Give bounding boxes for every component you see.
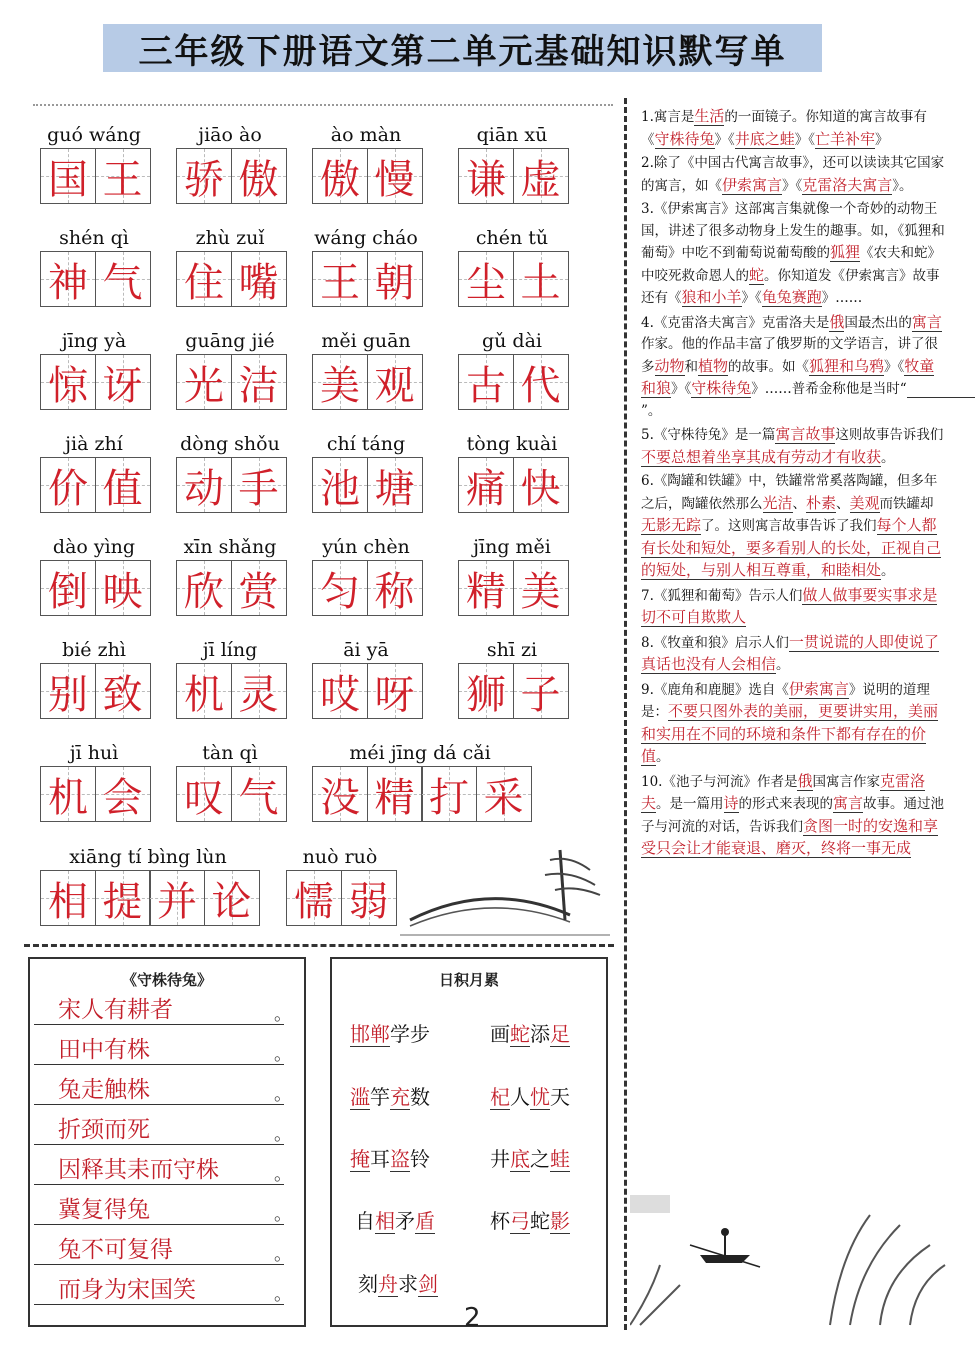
answer: 无影无踪 <box>641 516 702 534</box>
word-pinyin: chí táng <box>326 433 406 455</box>
answer: 克雷洛夫 <box>641 771 926 812</box>
char-cell: 别 <box>40 663 96 719</box>
word-boxes <box>458 148 567 204</box>
word-boxes <box>312 354 421 410</box>
word-boxes <box>458 251 567 307</box>
char-cell: 傲 <box>231 148 287 204</box>
answer: 俄 <box>797 771 813 790</box>
char-cell: 池 <box>312 457 368 513</box>
answer: 守株待兔 <box>654 129 715 148</box>
story-line: 兔不可复得 。 <box>34 1235 284 1265</box>
question: 7.《狐狸和葡萄》告示人们做人做事要实事求是切不可自欺欺人 <box>641 585 938 626</box>
idiom-item: 杞人忧天 <box>490 1085 570 1109</box>
char-cell: 呀 <box>367 663 423 719</box>
word-boxes <box>458 354 567 410</box>
char-cell: 讶 <box>95 354 151 410</box>
answer: 亡羊补牢 <box>815 129 876 148</box>
char-cell: 匀 <box>312 560 368 616</box>
answer: 贪图一时的安逸和享受只会让才能衰退、磨灭，终将一事无成 <box>641 816 939 857</box>
word-pinyin: jiāo ào <box>198 124 262 146</box>
word-pinyin: ào màn <box>330 124 402 146</box>
answer: 伊索寓言 <box>722 175 783 194</box>
bridge-scenery <box>400 840 610 940</box>
questions-column <box>641 106 946 863</box>
page-title: 三年级下册语文第二单元基础知识默写单 <box>103 24 822 72</box>
word-boxes <box>312 663 421 719</box>
char-cell: 机 <box>176 663 232 719</box>
char-cell: 哎 <box>312 663 368 719</box>
char-cell: 王 <box>95 148 151 204</box>
story-line: 折颈而死 。 <box>34 1115 284 1145</box>
char-cell: 动 <box>176 457 232 513</box>
word-pinyin: chén tǔ <box>475 227 549 249</box>
question: 3.《伊索寓言》这部寓言集就像一个奇妙的动物王国，讲述了很多动物身上发生的趣事。如，《狐狸和葡萄》中吃不到葡萄说葡萄酸的狐狸《农夫和蛇》中咬死救命恩人的蛇。你知道发《伊索寓言》故事还有《狼和小羊》《龟兔赛跑》…… <box>641 201 945 306</box>
answer: 狼和小羊 <box>681 288 742 306</box>
char-cell: 住 <box>176 251 232 307</box>
word-boxes <box>312 251 421 307</box>
answer: 朴素 <box>806 493 837 512</box>
word-pinyin: jià zhí <box>65 433 123 455</box>
char-cell: 手 <box>231 457 287 513</box>
answer: 寓言 <box>833 794 864 812</box>
idiom-item: 杯弓蛇影 <box>490 1209 570 1233</box>
idiom-item: 刻舟求剑 <box>358 1272 438 1296</box>
answer: 寓言故事 <box>775 425 836 443</box>
word-pinyin: āi yā <box>343 639 389 661</box>
idiom-item: 井底之蛙 <box>490 1147 570 1171</box>
answer: 植物 <box>698 356 729 375</box>
word-boxes <box>458 457 567 513</box>
top-divider <box>33 104 613 106</box>
word-pinyin: nuò ruò <box>302 846 378 868</box>
story-line: 冀复得兔 。 <box>34 1195 284 1225</box>
page-number: 2 <box>464 1303 481 1333</box>
char-cell: 致 <box>95 663 151 719</box>
word-pinyin: méi jīng dá cǎi <box>349 742 491 764</box>
word-pinyin: měi guān <box>321 330 411 352</box>
answer: 光洁 <box>762 493 793 512</box>
char-cell: 气 <box>231 766 287 822</box>
answer <box>907 379 975 398</box>
char-cell: 相 <box>40 870 96 926</box>
char-cell: 嘴 <box>231 251 287 307</box>
char-cell: 古 <box>458 354 514 410</box>
char-cell: 谦 <box>458 148 514 204</box>
answer: 克雷洛夫寓言 <box>802 175 893 194</box>
char-cell: 代 <box>513 354 569 410</box>
answer: 诗 <box>723 794 739 812</box>
char-cell: 光 <box>176 354 232 410</box>
answer: 不要总想着坐享其成有劳动才有收获 <box>641 447 882 466</box>
word-boxes <box>176 251 285 307</box>
word-pinyin: qiān xū <box>476 124 548 146</box>
story-line: 宋人有耕者 。 <box>34 995 284 1025</box>
idiom-item: 掩耳盗铃 <box>350 1147 430 1171</box>
word-boxes <box>40 251 149 307</box>
story-line: 而身为宋国笑 。 <box>34 1275 284 1305</box>
question: 6.《陶罐和铁罐》中，铁罐常常奚落陶罐，但多年之后，陶罐依然那么光洁、朴素、美观而铁罐却无影无踪了。这则寓言故事告诉了我们每个人都有长处和短处，要多看别人的长处，正视自己的短处，与别人相互尊重，和睦相处。 <box>641 473 942 579</box>
char-cell: 叹 <box>176 766 232 822</box>
char-cell: 打 <box>421 766 477 822</box>
answer: 美观 <box>849 493 880 512</box>
char-cell: 观 <box>367 354 423 410</box>
word-boxes <box>176 560 285 616</box>
char-cell: 赏 <box>231 560 287 616</box>
word-pinyin: dào yìng <box>52 536 136 558</box>
question: 9.《鹿角和鹿腿》选自《伊索寓言》说明的道理是：不要只图外表的美丽，更要讲实用，美丽和实用在不同的环境和条件下都有存在的价值。 <box>641 679 939 765</box>
word-boxes <box>458 663 567 719</box>
question: 8.《牧童和狼》启示人们一贯说谎的人即使说了真话也没有人会相信。 <box>641 632 939 673</box>
word-boxes <box>40 148 149 204</box>
char-cell: 灵 <box>231 663 287 719</box>
word-pinyin: tòng kuài <box>466 433 558 455</box>
char-cell: 傲 <box>312 148 368 204</box>
idiom-item: 滥竽充数 <box>350 1085 430 1109</box>
answer: 狐狸 <box>830 243 861 261</box>
char-cell: 朝 <box>367 251 423 307</box>
boat-scenery <box>630 1195 950 1330</box>
word-pinyin: zhù zuǐ <box>195 227 265 249</box>
char-cell: 会 <box>95 766 151 822</box>
char-cell: 懦 <box>286 870 342 926</box>
word-boxes <box>286 870 395 926</box>
idioms-title: 日积月累 <box>438 971 499 989</box>
answer: 生活 <box>694 107 725 125</box>
word-boxes <box>40 457 149 513</box>
char-cell: 映 <box>95 560 151 616</box>
word-boxes <box>312 560 421 616</box>
idiom-item: 画蛇添足 <box>490 1022 570 1046</box>
char-cell: 快 <box>513 457 569 513</box>
answer: 俄 <box>829 312 845 331</box>
word-pinyin: xiāng tí bìng lùn <box>69 846 227 868</box>
char-cell: 欣 <box>176 560 232 616</box>
word-pinyin: jī líng <box>202 639 258 661</box>
story-line: 田中有株 。 <box>34 1035 284 1065</box>
word-pinyin: bié zhì <box>62 639 126 661</box>
word-boxes <box>458 560 567 616</box>
word-boxes <box>176 766 285 822</box>
char-cell: 提 <box>95 870 151 926</box>
answer: 寓言 <box>911 312 942 331</box>
word-pinyin: shén qì <box>59 227 129 249</box>
answer: 守株待兔 <box>691 379 752 397</box>
char-cell: 精 <box>458 560 514 616</box>
char-cell: 气 <box>95 251 151 307</box>
word-boxes <box>40 663 149 719</box>
answer: 不要只图外表的美丽，更要讲实用，美丽和实用在不同的环境和条件下都有存在的价值 <box>641 702 939 765</box>
word-boxes <box>40 560 149 616</box>
char-cell: 虚 <box>513 148 569 204</box>
char-cell: 弱 <box>341 870 397 926</box>
idiom-item: 邯郸学步 <box>350 1022 430 1046</box>
char-cell: 神 <box>40 251 96 307</box>
char-cell: 美 <box>513 560 569 616</box>
answer: 每个人都有长处和短处，要多看别人的长处，正视自己的短处，与别人相互尊重，和睦相处 <box>641 516 942 579</box>
question: 5.《守株待兔》是一篇寓言故事这则故事告诉我们不要总想着坐享其成有劳动才有收获。 <box>641 425 944 466</box>
word-boxes <box>176 457 285 513</box>
char-cell: 塘 <box>367 457 423 513</box>
char-cell: 尘 <box>458 251 514 307</box>
word-boxes <box>312 148 421 204</box>
horizontal-divider <box>24 944 614 947</box>
idiom-item: 自相矛盾 <box>355 1209 435 1233</box>
word-pinyin: jī huì <box>69 742 119 764</box>
char-cell: 论 <box>204 870 260 926</box>
char-cell: 值 <box>95 457 151 513</box>
char-cell: 骄 <box>176 148 232 204</box>
char-cell: 国 <box>40 148 96 204</box>
question: 1.寓言是生活的一面镜子。你知道的寓言故事有《守株待兔》《井底之蛙》《亡羊补牢》 <box>641 107 927 148</box>
word-pinyin: wáng cháo <box>314 227 418 249</box>
char-cell: 采 <box>476 766 532 822</box>
answer: 伊索寓言 <box>788 679 849 698</box>
question: 4.《克雷洛夫寓言》克雷洛夫是俄国最杰出的寓言作家。他的作品丰富了俄罗斯的文学语言，讲了很多动物和植物的故事。如《狐狸和乌鸦》《牧童和狼》《守株待兔》……普希金称他是当时“ ”。 <box>641 312 946 423</box>
char-cell: 倒 <box>40 560 96 616</box>
char-cell: 美 <box>312 354 368 410</box>
char-cell: 称 <box>367 560 423 616</box>
word-pinyin: shī zi <box>486 639 538 661</box>
question: 10.《池子与河流》作者是俄国寓言作家克雷洛夫。是一篇用诗的形式来表现的寓言故事。通过池子与河流的对话，告诉我们贪图一时的安逸和享受只会让才能衰退、磨灭，终将一事无成 <box>641 771 945 857</box>
word-boxes <box>176 663 285 719</box>
word-pinyin: dòng shǒu <box>180 433 280 455</box>
story-line: 因释其耒而守株 。 <box>34 1155 284 1185</box>
char-cell: 土 <box>513 251 569 307</box>
answer: 动物 <box>654 356 685 375</box>
answer: 做人做事要实事求是切不可自欺欺人 <box>641 585 938 626</box>
answer: 牧童和狼 <box>641 356 935 397</box>
answer: 狐狸和乌鸦 <box>809 356 885 375</box>
word-pinyin: tàn qì <box>202 742 258 764</box>
word-pinyin: guāng jié <box>185 330 275 352</box>
answer: 蛇 <box>749 265 765 284</box>
word-pinyin: jīng yà <box>61 330 127 352</box>
word-boxes <box>176 354 285 410</box>
vertical-divider <box>624 98 627 1330</box>
char-cell: 没 <box>312 766 368 822</box>
word-pinyin: guó wáng <box>47 124 141 146</box>
word-boxes <box>40 870 258 926</box>
question: 2.除了《中国古代寓言故事》，还可以读读其它国家的寓言，如《伊索寓言》《克雷洛夫寓言》。 <box>641 155 945 194</box>
word-pinyin: yún chèn <box>322 536 410 558</box>
story-line: 兔走触株 。 <box>34 1075 284 1105</box>
answer: 井底之蛙 <box>734 129 795 148</box>
word-boxes <box>312 457 421 513</box>
char-cell: 洁 <box>231 354 287 410</box>
char-cell: 并 <box>149 870 205 926</box>
char-cell: 狮 <box>458 663 514 719</box>
word-pinyin: gǔ dài <box>481 330 542 352</box>
word-boxes <box>176 148 285 204</box>
word-pinyin: xīn shǎng <box>183 536 277 558</box>
char-cell: 王 <box>312 251 368 307</box>
char-cell: 惊 <box>40 354 96 410</box>
answer: 龟兔赛跑 <box>761 288 822 306</box>
char-cell: 子 <box>513 663 569 719</box>
word-boxes <box>40 354 149 410</box>
char-cell: 痛 <box>458 457 514 513</box>
word-boxes <box>40 766 149 822</box>
char-cell: 精 <box>367 766 423 822</box>
char-cell: 价 <box>40 457 96 513</box>
char-cell: 慢 <box>367 148 423 204</box>
char-cell: 机 <box>40 766 96 822</box>
answer: 一贯说谎的人即使说了真话也没有人会相信 <box>641 632 939 673</box>
story-title: 《守株待兔》 <box>121 971 212 989</box>
word-boxes <box>312 766 530 822</box>
word-pinyin: jīng měi <box>473 536 551 558</box>
